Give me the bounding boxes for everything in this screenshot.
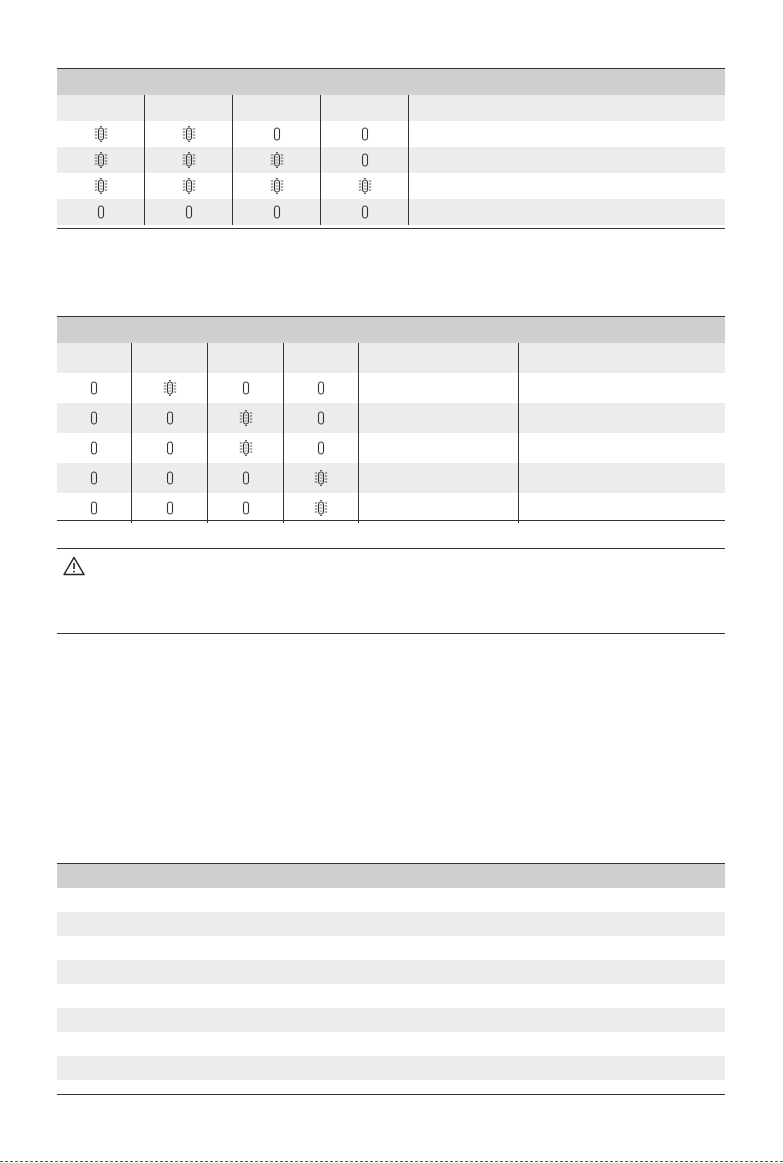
header-cell (132, 343, 208, 373)
table-row (57, 121, 725, 147)
led-cell (321, 173, 409, 199)
table-row (57, 433, 725, 463)
led-cell (208, 373, 284, 403)
led-off-icon (239, 380, 253, 396)
table-cell (57, 912, 725, 936)
header-cell (57, 343, 132, 373)
header-cell (284, 343, 359, 373)
led-off-icon (163, 500, 177, 516)
table-cell (57, 1008, 725, 1032)
table-cell (519, 403, 725, 433)
led-off-icon (87, 440, 101, 456)
table1-title-bar (57, 69, 725, 95)
led-cell (208, 403, 284, 433)
led-blinking-icon (182, 178, 196, 194)
led-cell (233, 147, 321, 173)
table-cell (359, 493, 519, 523)
table-cell (57, 888, 725, 912)
table-row (57, 936, 725, 960)
table-row (57, 1080, 725, 1104)
table1-header-row (57, 95, 725, 121)
led-blinking-icon (182, 152, 196, 168)
led-cell (57, 403, 132, 433)
led-cell (233, 199, 321, 225)
table-row (57, 199, 725, 225)
led-cell (284, 403, 359, 433)
led-blinking-icon (270, 152, 284, 168)
led-off-icon (358, 152, 372, 168)
header-cell (233, 95, 321, 121)
table-row (57, 960, 725, 984)
table-row (57, 984, 725, 1008)
led-cell (321, 147, 409, 173)
led-cell (132, 463, 208, 493)
led-off-icon (314, 380, 328, 396)
table-cell (519, 373, 725, 403)
table-cell (57, 984, 725, 1008)
table1-bottom-rule (57, 228, 725, 229)
table-cell (519, 493, 725, 523)
table-cell (359, 433, 519, 463)
led-blinking-icon (314, 500, 328, 516)
table-row (57, 888, 725, 912)
led-cell (233, 173, 321, 199)
header-cell (57, 95, 145, 121)
table-cell (519, 433, 725, 463)
table-cell (519, 463, 725, 493)
table-row (57, 912, 725, 936)
led-cell (208, 463, 284, 493)
table-row (57, 403, 725, 433)
led-cell (57, 373, 132, 403)
table-cell (57, 1080, 725, 1104)
led-off-icon (163, 440, 177, 456)
table2-bottom-rule (57, 520, 725, 521)
table-cell (409, 173, 725, 199)
header-cell (359, 343, 519, 373)
table-row (57, 1008, 725, 1032)
table-row (57, 173, 725, 199)
table-row (57, 1032, 725, 1056)
led-cell (145, 147, 233, 173)
led-blinking-icon (163, 380, 177, 396)
table-cell (57, 960, 725, 984)
led-blinking-icon (314, 470, 328, 486)
specs-table (57, 864, 725, 1104)
led-cell (284, 373, 359, 403)
led-off-icon (314, 440, 328, 456)
table3-title-bar (57, 864, 725, 888)
led-off-icon (163, 410, 177, 426)
led-off-icon (87, 410, 101, 426)
table-row (57, 147, 725, 173)
led-cell (233, 121, 321, 147)
table-cell (409, 121, 725, 147)
led-off-icon (87, 470, 101, 486)
led-blinking-icon (94, 178, 108, 194)
led-cell (208, 493, 284, 523)
table-row (57, 1056, 725, 1080)
table-cell (359, 403, 519, 433)
table3-bottom-rule (57, 1094, 725, 1095)
led-cell (57, 173, 145, 199)
led-cell (132, 373, 208, 403)
header-cell (409, 95, 725, 121)
led-off-icon (358, 126, 372, 142)
table-row (57, 373, 725, 403)
led-cell (132, 433, 208, 463)
led-cell (208, 433, 284, 463)
led-cell (284, 433, 359, 463)
led-cell (132, 403, 208, 433)
led-off-icon (270, 126, 284, 142)
led-off-icon (94, 204, 108, 220)
led-off-icon (314, 410, 328, 426)
table-cell (359, 373, 519, 403)
table2-header-row (57, 343, 725, 373)
table-cell (57, 936, 725, 960)
led-off-icon (239, 470, 253, 486)
led-cell (57, 493, 132, 523)
led-cell (321, 199, 409, 225)
led-off-icon (358, 204, 372, 220)
table-cell (409, 199, 725, 225)
led-cell (284, 493, 359, 523)
led-off-icon (87, 500, 101, 516)
led-cell (145, 173, 233, 199)
warning-icon (63, 556, 85, 576)
led-blinking-icon (182, 126, 196, 142)
led-cell (132, 493, 208, 523)
led-cell (57, 463, 132, 493)
led-status-table-2 (57, 317, 725, 523)
led-cell (145, 199, 233, 225)
header-cell (208, 343, 284, 373)
table-cell (57, 1032, 725, 1056)
warning-top-rule (57, 548, 725, 549)
led-blinking-icon (270, 178, 284, 194)
table-cell (359, 463, 519, 493)
led-cell (145, 121, 233, 147)
led-off-icon (163, 470, 177, 486)
led-status-table-1 (57, 69, 725, 225)
led-cell (57, 199, 145, 225)
header-cell (321, 95, 409, 121)
header-cell (519, 343, 725, 373)
led-blinking-icon (358, 178, 372, 194)
led-cell (57, 147, 145, 173)
led-cell (57, 433, 132, 463)
led-cell (321, 121, 409, 147)
led-off-icon (182, 204, 196, 220)
warning-bottom-rule (57, 633, 725, 634)
led-off-icon (239, 500, 253, 516)
header-cell (145, 95, 233, 121)
table-row (57, 463, 725, 493)
led-cell (57, 121, 145, 147)
led-blinking-icon (239, 410, 253, 426)
table-cell (57, 1056, 725, 1080)
led-off-icon (270, 204, 284, 220)
led-off-icon (87, 380, 101, 396)
table-cell (409, 147, 725, 173)
table-row (57, 493, 725, 523)
led-blinking-icon (94, 126, 108, 142)
led-blinking-icon (94, 152, 108, 168)
led-blinking-icon (239, 440, 253, 456)
table2-title-bar (57, 317, 725, 343)
led-cell (284, 463, 359, 493)
